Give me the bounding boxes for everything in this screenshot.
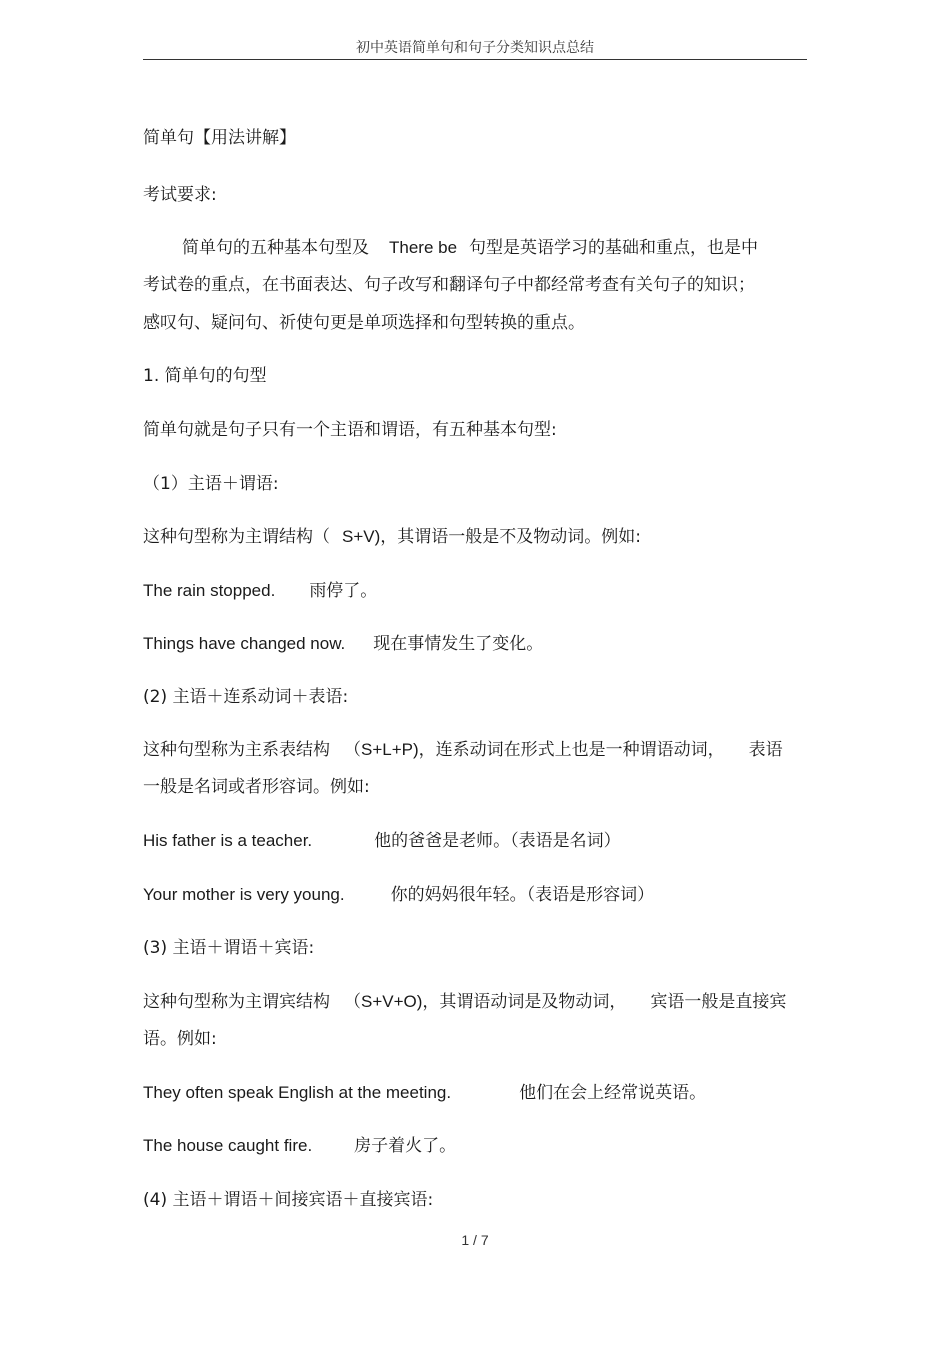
example-chinese: 你的妈妈很年轻。（表语是形容词） [390, 885, 655, 905]
page-header: 初中英语简单句和句子分类知识点总结 [356, 40, 594, 56]
example-row [143, 634, 543, 654]
pattern-2-desc-c: ，连系动词在形式上也是一种谓语动词， [418, 740, 725, 760]
intro-line-3: 感叹句、疑问句、祈使句更是单项选择和句型转换的重点。 [143, 313, 585, 333]
pattern-1-desc-c: ，其谓语一般是不及物动词。例如: [380, 527, 642, 547]
header-rule [143, 59, 807, 60]
example-row [143, 885, 654, 905]
pattern-3-desc-c: ，其谓语动词是及物动词， [422, 992, 627, 1012]
example-chinese: 他们在会上经常说英语。 [519, 1083, 707, 1103]
pattern-1-formula: S+V) [342, 527, 381, 546]
section-heading: 简单句【用法讲解】 [143, 128, 296, 148]
pattern-2-desc-d: 表语 [748, 740, 783, 760]
pattern-3-desc-line-1 [143, 992, 786, 1012]
example-row [143, 1083, 706, 1103]
pattern-2-title: (2) 主语＋连系动词＋表语: [143, 687, 349, 707]
page-number: 1 / 7 [461, 1232, 489, 1248]
pattern-1-title: （1）主语＋谓语: [143, 474, 279, 494]
intro-line-1 [182, 238, 758, 258]
example-english: They often speak English at the meeting. [143, 1083, 452, 1102]
pattern-1-desc [143, 527, 641, 547]
pattern-2-desc-a: 这种句型称为主系表结构 [143, 740, 330, 760]
example-chinese: 他的爸爸是老师。（表语是名词） [374, 831, 621, 851]
example-chinese: 房子着火了。 [354, 1136, 457, 1156]
section-1-title: 1. 简单句的句型 [143, 366, 267, 386]
pattern-3-desc-a: 这种句型称为主谓宾结构 [143, 992, 330, 1012]
pattern-2-desc-line-1 [143, 740, 783, 760]
pattern-3-desc-line-2: 语。例如: [143, 1029, 217, 1049]
example-row [143, 1136, 456, 1156]
example-english: His father is a teacher. [143, 831, 313, 850]
pattern-3-formula: （S+V+O) [344, 992, 423, 1011]
example-english: The house caught fire. [143, 1136, 313, 1155]
pattern-4-title: (4) 主语＋谓语＋间接宾语＋直接宾语: [143, 1190, 434, 1210]
pattern-1-desc-a: 这种句型称为主谓结构（ [143, 527, 330, 547]
exam-label: 考试要求: [143, 185, 217, 205]
example-chinese: 现在事情发生了变化。 [373, 634, 544, 654]
section-1-desc: 简单句就是句子只有一个主语和谓语，有五种基本句型: [143, 420, 557, 440]
example-chinese: 雨停了。 [309, 581, 378, 601]
intro-line-2: 考试卷的重点，在书面表达、句子改写和翻译句子中都经常考查有关句子的知识； [143, 275, 755, 295]
example-english: Things have changed now. [143, 634, 346, 653]
intro-text-a: 简单句的五种基本句型及 [182, 238, 369, 258]
intro-there-be: There be [389, 238, 458, 257]
example-row [143, 581, 377, 601]
pattern-2-formula: （S+L+P) [344, 740, 419, 759]
pattern-2-desc-line-2: 一般是名词或者形容词。例如: [143, 777, 370, 797]
example-row [143, 831, 621, 851]
pattern-3-desc-d: 宾语一般是直接宾 [650, 992, 787, 1012]
example-english: Your mother is very young. [143, 885, 345, 904]
example-english: The rain stopped. [143, 581, 276, 600]
pattern-3-title: (3) 主语＋谓语＋宾语: [143, 938, 315, 958]
intro-text-c: 句型是英语学习的基础和重点，也是中 [469, 238, 759, 258]
